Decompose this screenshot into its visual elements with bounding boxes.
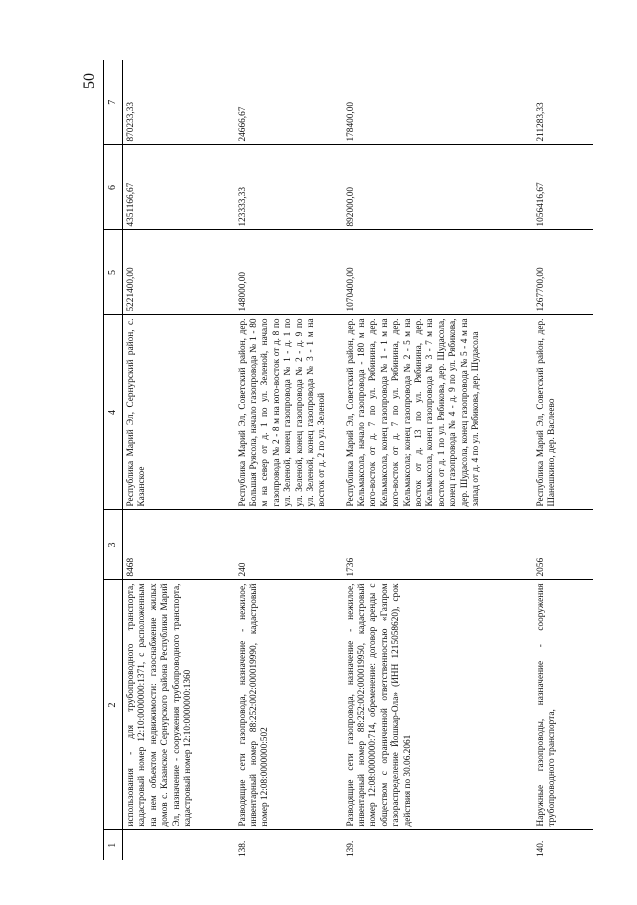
property-name: использования - для трубопроводного транспорта, кадастровый номер 12:10:0000000:1371, с расположенным на нем объектом недвижимости: газоснабжение жилых домов с. Казанское Сернурского района Республики Марий Эл, назначение - сооружения трубопроводного транспорта, кадастровый номер 12:10:0000000:1360 [123,580,235,830]
value-col5: 1267700,00 [533,230,593,315]
value-col6: 1056416,67 [533,145,593,230]
value-col7: 211283,33 [533,60,593,145]
length-value: 1736 [343,510,533,580]
header-cell: 7 [104,60,123,145]
address: Республика Марий Эл, Советский район, дер. Шанешкино, дер. Васлеево [533,315,593,510]
table-header-row [104,60,123,860]
value-col5: 1070400,00 [343,230,533,315]
value-col6: 892000,00 [343,145,533,230]
table-row [533,60,593,860]
length-value: 8468 [123,510,235,580]
value-col7: 24666,67 [235,60,343,145]
header-cell: 6 [104,145,123,230]
header-cell: 3 [104,510,123,580]
value-col6: 4351166,67 [123,145,235,230]
header-cell: 2 [104,580,123,830]
address: Республика Марий Эл, Советский район, дер. Кельмаксола, начало газопровода - 180 м на юго-восток от д. 7 по ул. Рябинина, дер. Кельмаксола, конец газопровода № 1 - 1 м на юго-восток от д. 7 по ул. Рябинина, дер. Кельмаксола; конец газопровода № 2 - 5 м на восток от д. 13 по ул. Рябинина, дер. Кельмаксола, конец газопровода № 3 - 7 м на восток от д. 1 по ул. Рябикова, дер. Шудасола, конец газопровода № 4 - д. 9 по ул. Рябикова, дер. Шудасола, конец газопровода № 5 - 4 м на запад от д. 4 по ул. Рябикова, дер. Шудасола [343,315,533,510]
row-number: 140. [535,840,546,857]
property-name: Разводящие сети газопровода, назначение - нежилое, инвентарный номер 88:252:002:000019950, кадастровый номер 12:08:0000000:714, обременение: договор аренды с обществом с ограниченной ответственностью «Газпром газораспределение Йошкар-Ола» (ИНН 1215058620), срок действия по 30.06.2061 [343,580,533,830]
table-row [123,60,235,860]
property-table [103,60,593,860]
address: Республика Марий Эл, Сернурский район, с. Казанское [123,315,235,510]
property-name: Наружные газопроводы, назначение - сооружения трубопроводного транспорта, [533,580,593,830]
value-col6: 123333,33 [235,145,343,230]
row-number: 139. [345,840,356,857]
header-cell: 1 [104,830,123,860]
row-number [123,830,235,860]
page-number: 50 [81,73,98,89]
header-cell: 5 [104,230,123,315]
length-value: 240 [235,510,343,580]
address: Республика Марий Эл, Советский район, дер. Большая Руясола, начало газопровода № 1 - 80 м на север от д. 1 по ул. Зеленой, начало газопровода № 2 - 8 м на юго-восток от д. 8 по ул. Зеленой, конец газопровода № 1 - д. 1 по ул. Зеленой, конец газопровода № 2 - д. 9 по ул. Зеленой, конец газопровода № 3 - 1 м на восток от д. 2 по ул. Зеленой [235,315,343,510]
value-col5: 5221400,00 [123,230,235,315]
row-number: 138. [237,840,248,857]
length-value: 2056 [533,510,593,580]
header-cell: 4 [104,315,123,510]
rotated-table-stage [103,60,623,860]
table-row [235,60,343,860]
table-row [343,60,533,860]
value-col7: 178400,00 [343,60,533,145]
property-name: Разводящие сети газопровода, назначение - нежилое, инвентарный номер 88:252:002:000019990, кадастровый номер 12:08:0000000:502 [235,580,343,830]
value-col5: 148000,00 [235,230,343,315]
value-col7: 870233,33 [123,60,235,145]
